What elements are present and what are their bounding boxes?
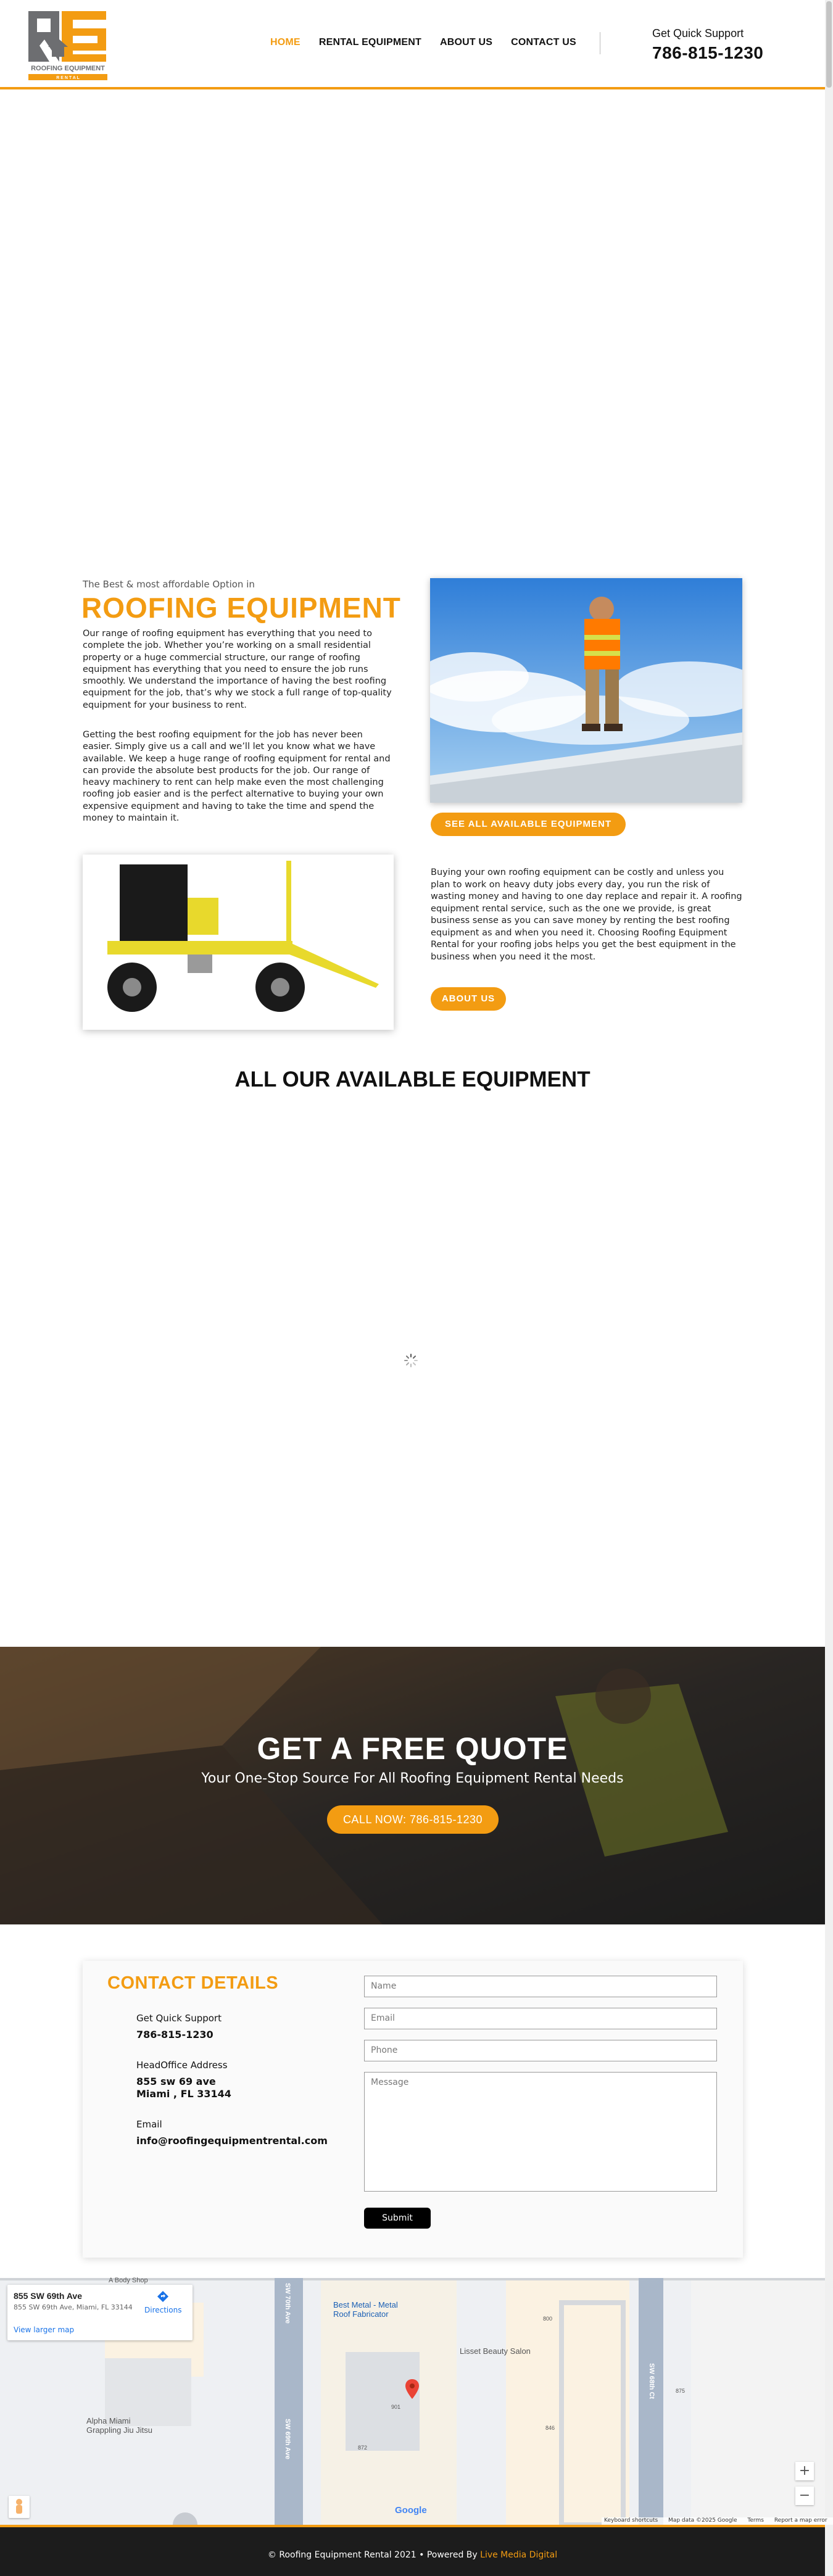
map-info-card: [7, 2285, 193, 2340]
footer-brand-link[interactable]: Live Media Digital: [480, 2550, 558, 2560]
intro-tagline: The Best & most affordable Option in: [83, 579, 255, 590]
name-input[interactable]: Name: [364, 1976, 717, 1997]
call-now-button[interactable]: CALL NOW: 786-815-1230: [327, 1805, 499, 1834]
zoom-in-button[interactable]: +: [795, 2462, 814, 2480]
scrollbar-thumb[interactable]: [826, 1, 832, 88]
intro-paragraph-3: Buying your own roofing equipment can be costly and unless you plan to work on heavy duty jobs every day, you run the risk of wasting money and having to one day replace and repair it. A roofing equipment rental service, such as the one we provide, is great business sense as you can save money by renting the best roofing equipment as and when you need it. Choosing Roofing Equipment Rental for your roofing jobs helps you get the best equipment in the business when you need it the most.: [431, 868, 742, 962]
contact-email-label: Email: [136, 2119, 162, 2130]
submit-button[interactable]: Submit: [364, 2208, 431, 2229]
roofer-photo: [430, 578, 742, 803]
map-street-68th: SW 68th Ct: [648, 2363, 655, 2400]
intro-paragraph-2: Getting the best roofing equipment for the job has never been easier. Simply give us a call and we’ll let you know what we have available. We keep a huge range of roofing equipment for rental and can provide the absolute best products for the job. Our range of heavy machinery to rent can help make even the most challenging roofing job easier and is the perfect alternative to buying your own expensive equipment and having to take the time and spend the money to maintain it.: [83, 730, 391, 824]
map-data-credit: Map data ©2025 Google: [668, 2517, 737, 2524]
loading-spinner-icon: [404, 1353, 418, 1368]
directions-button[interactable]: [144, 2291, 181, 2314]
svg-text:R E N T A L: R E N T A L: [56, 76, 80, 80]
support-label: Get Quick Support: [652, 27, 744, 39]
map-place-best-metal[interactable]: Best Metal - Metal Roof Fabricator: [333, 2300, 398, 2319]
map-report-error-link[interactable]: Report a map error: [774, 2517, 827, 2524]
nav-rental-equipment[interactable]: RENTAL EQUIPMENT: [318, 37, 421, 48]
page-scrollbar[interactable]: [825, 0, 833, 2576]
phone-input[interactable]: Phone: [364, 2040, 717, 2061]
map-card-address: 855 SW 69th Ave, Miami, FL 33144: [14, 2303, 133, 2311]
map-place-alpha-miami[interactable]: Alpha Miami Grappling Jiu Jitsu: [86, 2416, 152, 2435]
footer-copyright: [0, 2550, 825, 2560]
map-number-875: 875: [676, 2388, 686, 2394]
contact-address-line2: Miami , FL 33144: [136, 2088, 231, 2100]
map-terms-link[interactable]: Terms: [747, 2517, 764, 2524]
map-number-901: 901: [391, 2404, 401, 2410]
map-pin-icon[interactable]: [405, 2379, 419, 2399]
map-place-lisset-beauty[interactable]: Lisset Beauty Salon: [460, 2346, 531, 2356]
map-number-846: 846: [545, 2425, 555, 2431]
directions-icon: [157, 2293, 168, 2305]
directions-label: Directions: [144, 2306, 182, 2314]
message-textarea[interactable]: Message: [364, 2072, 717, 2192]
map-card-title: 855 SW 69th Ave: [14, 2291, 83, 2301]
nav-contact-us[interactable]: CONTACT US: [511, 37, 576, 48]
map-place-body-shop[interactable]: A Body Shop: [109, 2277, 148, 2284]
map-street-69th: SW 69th Ave: [284, 2419, 291, 2459]
quote-title: GET A FREE QUOTE: [257, 1731, 568, 1766]
intro-title: ROOFING EQUIPMENT: [81, 592, 401, 624]
support-phone[interactable]: 786-815-1230: [652, 43, 764, 62]
street-view-pegman-icon[interactable]: [9, 2496, 30, 2518]
about-us-button[interactable]: ABOUT US: [431, 987, 506, 1011]
site-header: [0, 0, 825, 89]
main-nav: [270, 37, 576, 48]
map-keyboard-shortcuts[interactable]: Keyboard shortcuts: [604, 2517, 658, 2524]
footer-copyright-text: © Roofing Equipment Rental 2021 • Powered By: [267, 2550, 481, 2560]
contact-title: CONTACT DETAILS: [107, 1973, 279, 1993]
zoom-out-button[interactable]: −: [795, 2487, 814, 2505]
map-attribution: [602, 2517, 833, 2525]
roofing-cart-photo: [83, 855, 394, 1030]
site-logo[interactable]: [26, 9, 110, 81]
svg-text:ROOFING EQUIPMENT: ROOFING EQUIPMENT: [31, 65, 105, 72]
map-street-70th: SW 70th Ave: [284, 2283, 291, 2324]
contact-support-phone[interactable]: 786-815-1230: [136, 2029, 213, 2040]
contact-email-value[interactable]: info@roofingequipmentrental.com: [136, 2135, 328, 2147]
quote-subtitle: Your One-Stop Source For All Roofing Equipment Rental Needs: [201, 1771, 624, 1786]
intro-paragraph-1: Our range of roofing equipment has everything that you need to complete the job. Whether you’re working on a small residential property or a huge commercial structure, our range of roofing equipment has everything that you need to ensure the job runs smoothly. We understand the importance of having the best roofing equipment for the job, that’s why we stock a full range of top-quality equipment for your business to rent.: [83, 629, 392, 710]
see-all-equipment-button[interactable]: SEE ALL AVAILABLE EQUIPMENT: [431, 813, 626, 836]
equipment-section-title: ALL OUR AVAILABLE EQUIPMENT: [234, 1067, 591, 1091]
contact-address-line1: 855 sw 69 ave: [136, 2076, 216, 2087]
map-number-872: 872: [358, 2445, 368, 2451]
contact-address-label: HeadOffice Address: [136, 2060, 228, 2071]
email-input[interactable]: Email: [364, 2008, 717, 2029]
map-number-800: 800: [543, 2316, 553, 2322]
view-larger-map-link[interactable]: View larger map: [14, 2325, 75, 2334]
nav-about-us[interactable]: ABOUT US: [439, 37, 493, 48]
nav-home[interactable]: HOME: [270, 37, 300, 48]
google-logo: Google: [395, 2505, 427, 2516]
contact-support-label: Get Quick Support: [136, 2013, 222, 2024]
